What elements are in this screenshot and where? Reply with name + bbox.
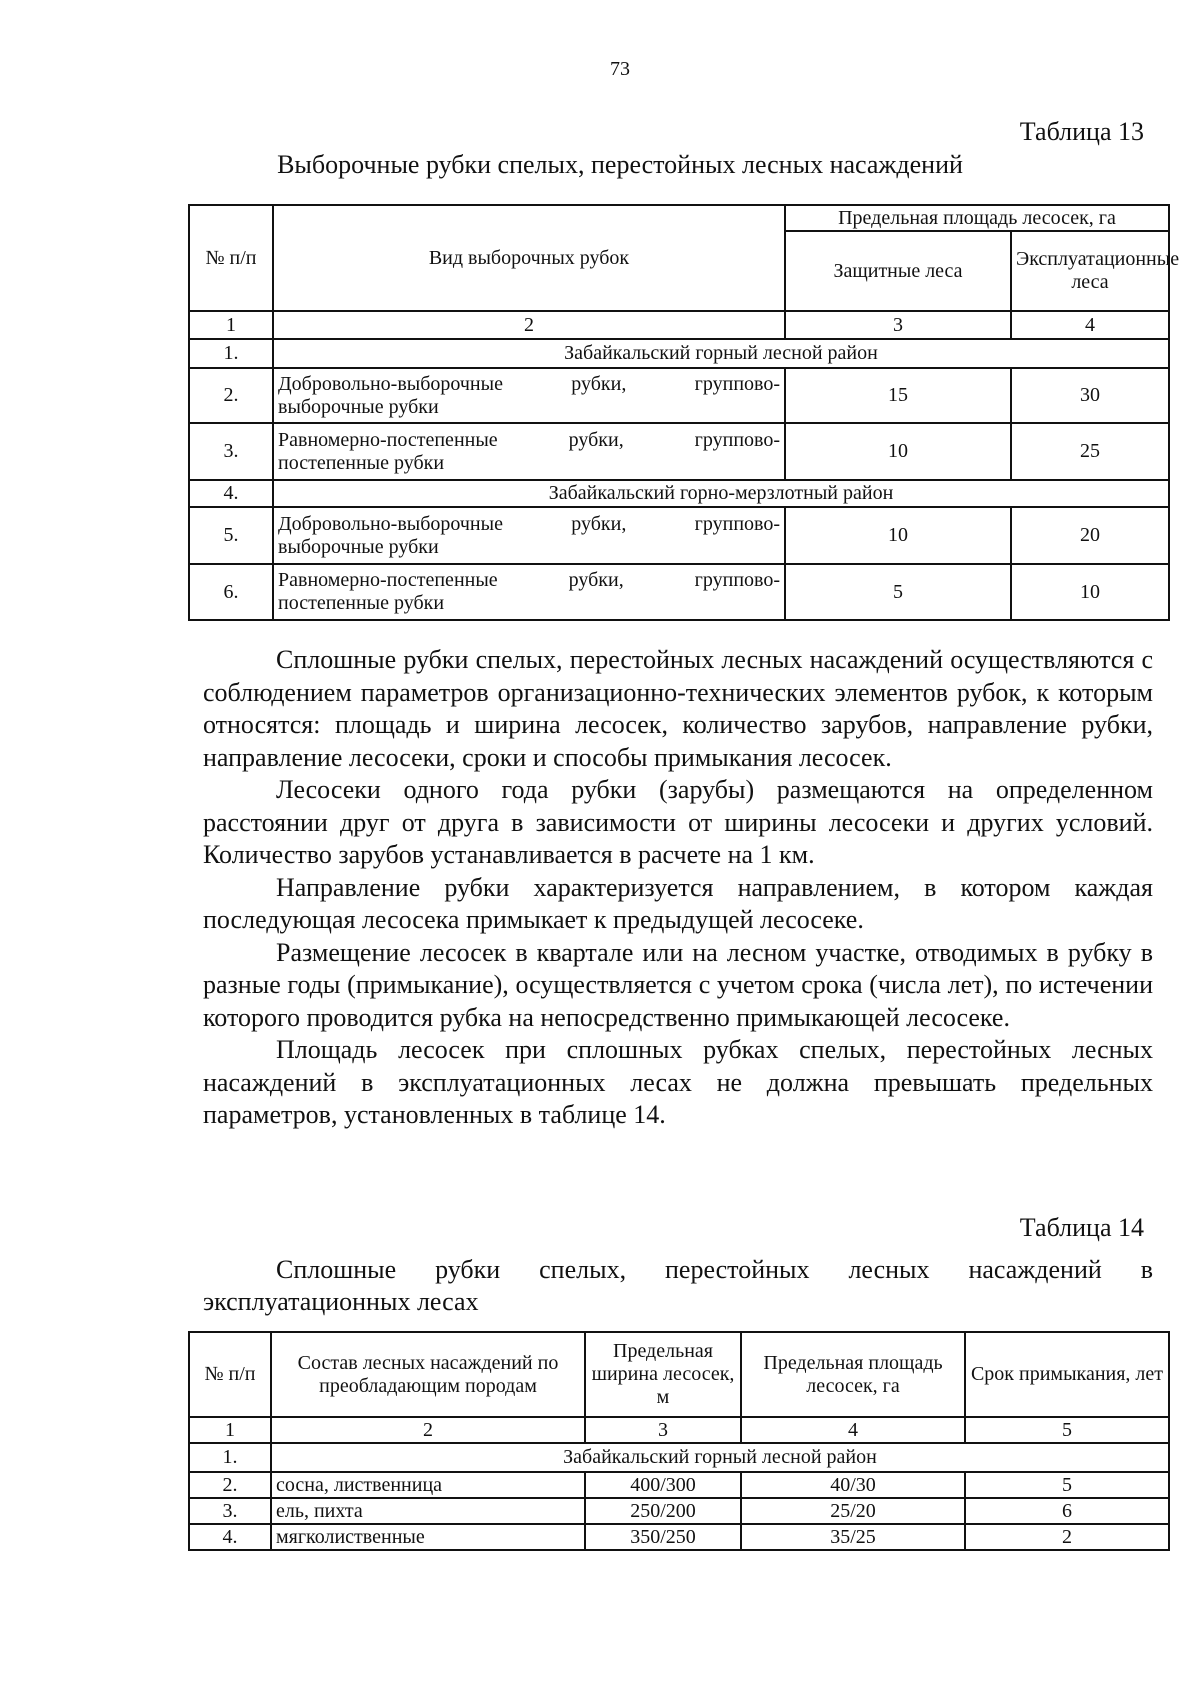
table-14	[188, 1331, 1170, 1551]
header-num: № п/п	[189, 1332, 271, 1417]
row-num: 2.	[189, 1472, 271, 1498]
row-num: 5.	[189, 507, 273, 564]
section-title: Забайкальский горный лесной район	[273, 339, 1169, 368]
paragraph: Размещение лесосек в квартале или на лесном участке, отводимых в рубку в разные годы (примыкание), осуществляется с учетом срока (числа лет), по истечении которого проводится рубка на непосредственно примыкающей лесосеке.	[203, 937, 1153, 1032]
exploitation-value: 10	[1011, 564, 1169, 620]
cutting-type-line1: Добровольно-выборочные рубки, группово-	[278, 372, 780, 395]
composition-value: мягколиственные	[271, 1524, 585, 1550]
row-num: 2.	[189, 368, 273, 423]
row-num: 3.	[189, 423, 273, 480]
area-value: 25/20	[741, 1498, 965, 1524]
header-type: Вид выборочных рубок	[273, 205, 785, 311]
exploitation-value: 20	[1011, 507, 1169, 564]
cutting-type-line2: постепенные рубки	[278, 592, 445, 614]
paragraph: Направление рубки характеризуется направлением, в котором каждая последующая лесосека примыкает к предыдущей лесосеке.	[203, 872, 1153, 934]
table-row	[189, 1524, 1169, 1550]
protective-value: 10	[785, 423, 1011, 480]
cutting-type	[273, 507, 785, 564]
table-row	[189, 1472, 1169, 1498]
header-width: Предельная ширина лесосек, м	[585, 1332, 741, 1417]
composition-value: ель, пихта	[271, 1498, 585, 1524]
paragraph: Лесосеки одного года рубки (зарубы) размещаются на определенном расстоянии друг от друга в зависимости от ширины лесосеки и других условий. Количество зарубов устанавливается в расчете на 1 км.	[203, 775, 1153, 869]
table-row	[189, 1443, 1169, 1472]
table-row	[189, 368, 1169, 423]
header-composition: Состав лесных насаждений по преобладающим породам	[271, 1332, 585, 1417]
col-number: 1	[189, 311, 273, 339]
paragraph: Сплошные рубки спелых, перестойных лесных насаждений осуществляются с соблюдением параметров организационно-технических элементов рубок, к которым относятся: площадь и ширина лесосек, количество зарубов, направление рубки, направление лесосеки, сроки и способы примыкания лесосек.	[203, 645, 1153, 772]
table-14-caption-text: Сплошные рубки спелых, перестойных лесных насаждений в эксплуатационных лесах	[203, 1255, 1153, 1316]
section-title: Забайкальский горно-мерзлотный район	[273, 480, 1169, 507]
header-exploitation: Эксплуатационные леса	[1011, 231, 1169, 311]
table-row	[189, 480, 1169, 507]
width-value: 400/300	[585, 1472, 741, 1498]
col-number: 4	[741, 1417, 965, 1443]
col-number: 2	[271, 1417, 585, 1443]
exploitation-value: 25	[1011, 423, 1169, 480]
col-number: 3	[585, 1417, 741, 1443]
cutting-type-line1: Равномерно-постепенные рубки, группово-	[278, 428, 780, 451]
cutting-type	[273, 564, 785, 620]
table-row	[189, 1498, 1169, 1524]
cutting-type	[273, 368, 785, 423]
header-term: Срок примыкания, лет	[965, 1332, 1169, 1417]
header-num: № п/п	[189, 205, 273, 311]
paragraph: Площадь лесосек при сплошных рубках спелых, перестойных лесных насаждений в эксплуатационных лесах не должна превышать предельных параметров, установленных в таблице 14.	[203, 1035, 1153, 1129]
table-row	[189, 339, 1169, 368]
row-num: 4.	[189, 480, 273, 507]
area-value: 40/30	[741, 1472, 965, 1498]
table-13-label: Таблица 13	[1019, 117, 1144, 146]
table-14-caption	[203, 1254, 1153, 1318]
table-13-caption: Выборочные рубки спелых, перестойных лесных насаждений	[277, 150, 963, 179]
cutting-type-line2: постепенные рубки	[278, 451, 445, 474]
col-number: 5	[965, 1417, 1169, 1443]
term-value: 5	[965, 1472, 1169, 1498]
protective-value: 5	[785, 564, 1011, 620]
cutting-type	[273, 423, 785, 480]
exploitation-value: 30	[1011, 368, 1169, 423]
table-row	[189, 564, 1169, 620]
width-value: 350/250	[585, 1524, 741, 1550]
header-area: Предельная площадь лесосек, га	[741, 1332, 965, 1417]
term-value: 2	[965, 1524, 1169, 1550]
protective-value: 15	[785, 368, 1011, 423]
header-area-group: Предельная площадь лесосек, га	[785, 205, 1169, 231]
col-number: 4	[1011, 311, 1169, 339]
composition-value: сосна, лиственница	[271, 1472, 585, 1498]
row-num: 1.	[189, 1443, 271, 1472]
cutting-type-line2: выборочные рубки	[278, 535, 439, 558]
body-text	[203, 644, 1153, 1132]
row-num: 3.	[189, 1498, 271, 1524]
col-number: 2	[273, 311, 785, 339]
area-value: 35/25	[741, 1524, 965, 1550]
row-num: 6.	[189, 564, 273, 620]
width-value: 250/200	[585, 1498, 741, 1524]
protective-value: 10	[785, 507, 1011, 564]
section-title: Забайкальский горный лесной район	[271, 1443, 1169, 1472]
cutting-type-line1: Равномерно-постепенные рубки, группово-	[278, 569, 780, 591]
table-row	[189, 507, 1169, 564]
table-row	[189, 423, 1169, 480]
header-protective: Защитные леса	[785, 231, 1011, 311]
col-number: 1	[189, 1417, 271, 1443]
cutting-type-line2: выборочные рубки	[278, 395, 439, 418]
table-13	[188, 204, 1180, 621]
term-value: 6	[965, 1498, 1169, 1524]
table-14-label: Таблица 14	[1019, 1213, 1144, 1242]
cutting-type-line1: Добровольно-выборочные рубки, группово-	[278, 512, 780, 535]
row-num: 4.	[189, 1524, 271, 1550]
row-num: 1.	[189, 339, 273, 368]
page-number: 73	[610, 58, 630, 80]
col-number: 3	[785, 311, 1011, 339]
